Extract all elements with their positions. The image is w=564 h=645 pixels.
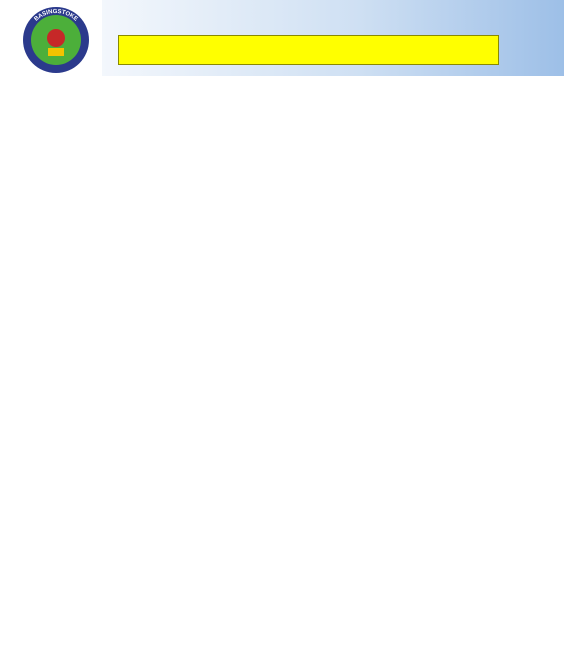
competition-subtitle: [118, 35, 499, 65]
club-logo: [18, 4, 94, 74]
svg-text:BASINGSTOKE: BASINGSTOKE: [33, 8, 79, 23]
tagline: [500, 46, 507, 58]
